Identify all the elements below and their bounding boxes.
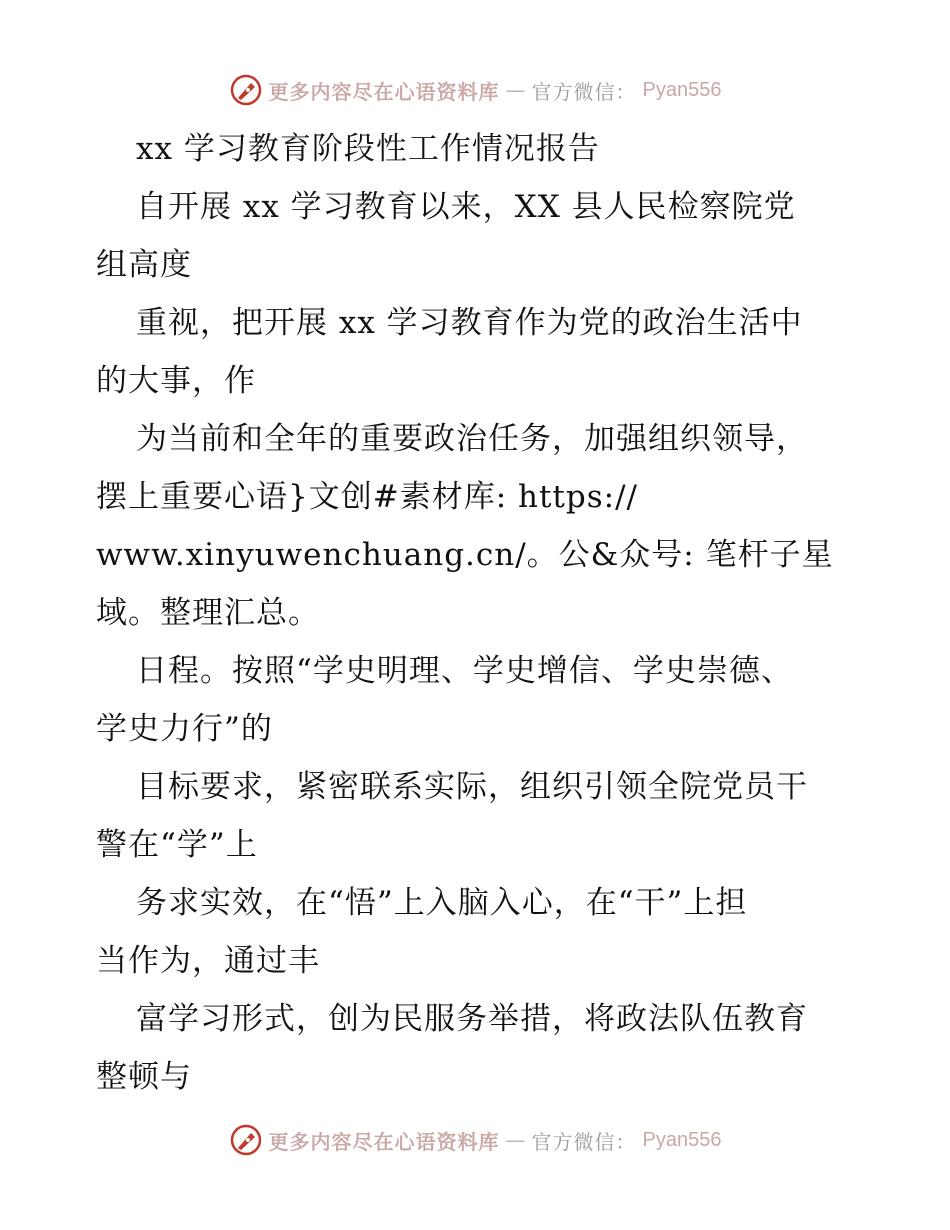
text-line: 的大事，作	[96, 363, 256, 399]
text-line: 当作为，通过丰	[96, 943, 320, 979]
pen-nib-logo-icon	[229, 1123, 263, 1157]
banner-separator: —	[505, 1128, 526, 1152]
text-line: 学史力行”的	[96, 711, 273, 747]
text-line: 组高度	[96, 247, 192, 283]
document-title: xx 学习教育阶段性工作情况报告	[136, 131, 600, 167]
banner-brand-text: 更多内容尽在心语资料库	[268, 1129, 500, 1154]
document-body	[96, 120, 896, 1106]
banner-brand-text: 更多内容尽在心语资料库	[268, 79, 500, 104]
text-line: 务求实效，在“悟”上入脑入心，在“干”上担	[136, 885, 748, 921]
banner-wechat-label: 官方微信：	[531, 79, 637, 104]
text-line: 摆上重要心语}文创#素材库: https://	[96, 479, 638, 515]
text-line: 重视，把开展 xx 学习教育作为党的政治生活中	[136, 305, 803, 341]
banner-separator: —	[505, 78, 526, 102]
text-line: 警在“学”上	[96, 827, 258, 863]
banner-wechat-id: Pyan556	[642, 1128, 722, 1151]
pen-nib-logo-icon	[229, 73, 263, 107]
header-watermark-banner	[0, 70, 950, 110]
banner-wechat-label: 官方微信：	[531, 1129, 637, 1154]
text-line: 日程。按照“学史明理、学史增信、学史崇德、	[136, 653, 793, 689]
text-line: 目标要求，紧密联系实际，组织引领全院党员干	[136, 769, 808, 805]
text-line: 自开展 xx 学习教育以来，XX 县人民检察院党	[136, 189, 796, 225]
text-line: 整顿与	[96, 1059, 192, 1095]
text-line: 为当前和全年的重要政治任务，加强组织领导，	[136, 421, 808, 457]
text-line: 富学习形式，创为民服务举措，将政法队伍教育	[136, 1001, 808, 1037]
text-line: 域。整理汇总。	[96, 595, 320, 631]
banner-wechat-id: Pyan556	[642, 78, 722, 101]
text-line: www.xinyuwenchuang.cn/。公&众号: 笔杆子星	[96, 537, 834, 573]
footer-watermark-banner	[0, 1120, 950, 1160]
